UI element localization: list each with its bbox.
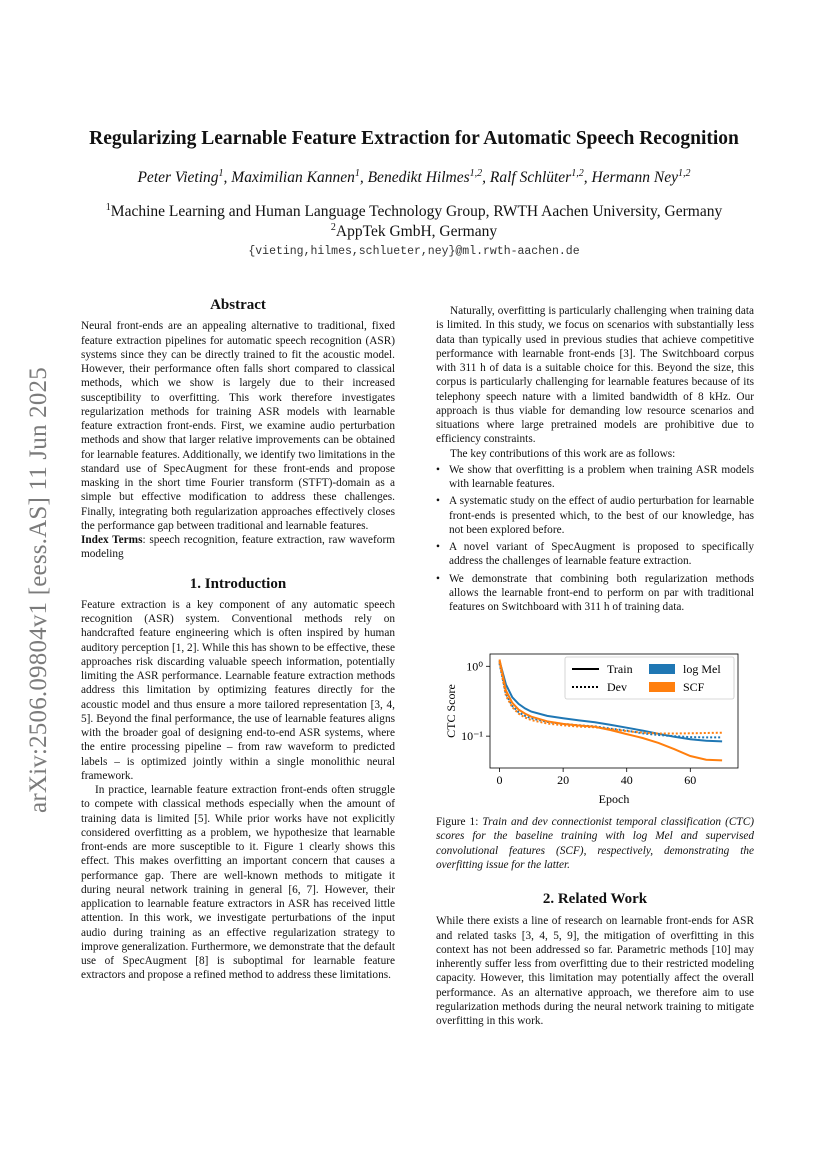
list-item: • We demonstrate that combining both regularization methods allows the learnable front-end to perform on par with traditional features on Switchboard with 311 h of training data. [436,572,754,615]
x-tick-label: 20 [557,773,570,787]
legend-label: SCF [683,680,705,694]
arxiv-identifier: arXiv:2506.09804v1 [eess.AS] 11 Jun 2025 [25,367,52,813]
intro-heading: 1. Introduction [189,575,287,592]
related-work-section [436,892,754,1028]
legend-label: Train [607,662,633,676]
list-item: • A systematic study on the effect of audio perturbation for learnable front-ends is presented which, to the best of our knowledge, has not been explored before. [436,494,754,537]
author-list: Peter Vieting$^1$, Maximilian Kannen$^1$, Benedikt Hilmes$^{1,2}$, Ralf Schlüter$^{1,2}$, Hermann Ney$^{1,2}$ [137,167,691,186]
figure-1-caption: Figure 1: Train and dev connectionist temporal classification (CTC) scores for the baseline training with log Mel and supervised convolutional features (SCF), respectively, demonstrating the overfitting issue for the latter. [436,816,754,871]
legend-color-swatch [649,682,675,692]
abstract-heading: Abstract [210,297,266,313]
y-tick-label: 10⁻¹ [461,729,483,744]
affiliation-2: $^2$AppTek GmbH, Germany [330,221,498,240]
figure-1-chart [438,648,754,810]
author: Peter Vieting$^1$ [137,167,224,186]
author: Ralf Schlüter$^{1,2}$ [489,167,584,186]
author: Maximilian Kannen$^1$ [231,167,360,186]
list-item: • We show that overfitting is a problem when training ASR models with learnable features. [436,463,754,492]
x-tick-label: 60 [684,773,697,787]
author-email: {vieting,hilmes,schlueter,ney}@ml.rwth-aachen.de [248,245,580,258]
right-column [436,304,754,617]
arxiv-sidebar [22,335,56,845]
intro-paragraph-3: Naturally, overfitting is particularly challenging when training data is limited. In this study, we focus on scenarios with substantially less data than typically used in previous studies that achieve competitive performance with learnable front-ends [3]. The Switchboard corpus with 311 h of data is a suitable choice for this. Beyond the size, this corpus is particularly challenging for learnable features because of its telephony speech nature with a limited bandwidth of 8 kHz. Our approach is thus viable for demanding low resource scenarios and situations where large pretrained models are prohibitive due to efficiency constraints. [436,305,754,446]
author: Hermann Ney$^{1,2}$ [591,167,691,186]
abstract-text: Neural front-ends are an appealing alternative to traditional, fixed feature extraction pipelines for automatic speech recognition (ASR) systems since they can be directly trained to fit the acoustic model. However, their performance often falls short compared to classical methods, which we show is largely due to their increased susceptibility to overfitting. This work therefore investigates regularization methods for training ASR models with learnable feature extraction front-ends. First, we examine audio perturbation methods and show that larger relative improvements can be obtained for learnable features. Additionally, we identify two limitations in the standard use of SpecAugment for these front-ends and propose masking in the short time Fourier transform (STFT)-domain as a simple but effective modification to address these challenges. Finally, integrating both regularization approaches effectively closes the performance gap between traditional and learnable features. [81,320,395,532]
related-work-heading: 2. Related Work [542,891,648,907]
index-terms: Index Terms: speech recognition, feature extraction, raw waveform modeling [81,534,396,561]
left-column [81,298,395,983]
legend-color-swatch [649,664,675,674]
x-tick-label: 40 [620,773,633,787]
list-item: • A novel variant of SpecAugment is proposed to specifically address the challenges of learnable feature extraction. [436,540,754,569]
legend-label: log Mel [683,662,721,676]
x-axis-label: Epoch [598,792,630,806]
intro-paragraph-1: Feature extraction is a key component of any automatic speech recognition (ASR) system. Conventional methods rely on handcrafted feature engineering which is often inspired by human auditory perception [1, 2]. While this has shown to be effective, these approaches risk discarding valuable speech information, potentially limiting the ASR performance. Learnable feature extraction methods address this limitation by optimizing features directly for the acoustic model and thus ensure a more tailored representation [3, 4, 5]. Beyond the final performance, the use of learnable features aligns with the broader goal of designing end-to-end ASR systems, where the entire processing pipeline – from raw waveform to predicted labels – is optimized jointly within a single monolithic neural framework. [81,598,395,782]
affiliation-1: $^1$Machine Learning and Human Language Technology Group, RWTH Aachen University, Germany [105,201,723,220]
related-work-text: While there exists a line of research on learnable front-ends for ASR and related tasks [3, 4, 5, 9], the mitigation of overfitting in this context has not been addressed so far. Parametric methods [10] may inherently suffer less from overfitting due to their restricted modeling capacity. However, this limitation may potentially affect the overall performance. As an alternative approach, we therefore aim to use regularization methods during the neural network training to mitigate overfitting in this work. [436,915,754,1027]
x-tick-label: 0 [496,773,503,787]
intro-paragraph-4: The key contributions of this work are as follows: [450,447,676,460]
y-tick-label: 10⁰ [466,659,483,674]
intro-paragraph-2: In practice, learnable feature extraction front-ends often struggle to compete with classical methods especially when the amount of training data is limited [5]. While prior works have not explicitly considered overfitting as a problem, we hypothesize that learnable front-ends are more susceptible to it. Figure 1 clearly shows this effect. This makes overfitting an important concern that causes a performance gap. There are well-known methods to mitigate it during neural network training in general [6, 7]. However, their application to learnable feature extractors in ASR has received little attention. In this work, we investigate perturbations of the input audio during training as an effective regularization strategy to improve generalization. Furthermore, we demonstrate that the default use of SpecAugment [8] is suboptimal for learnable feature extractors and propose a refined method to address these limitations. [81,784,396,982]
contribution-list [436,463,754,615]
author: Benedikt Hilmes$^{1,2}$ [367,167,483,186]
paper-title: Regularizing Learnable Feature Extraction for Automatic Speech Recognition [89,128,739,149]
legend-label: Dev [607,680,627,694]
y-axis-label: CTC Score [444,684,458,738]
